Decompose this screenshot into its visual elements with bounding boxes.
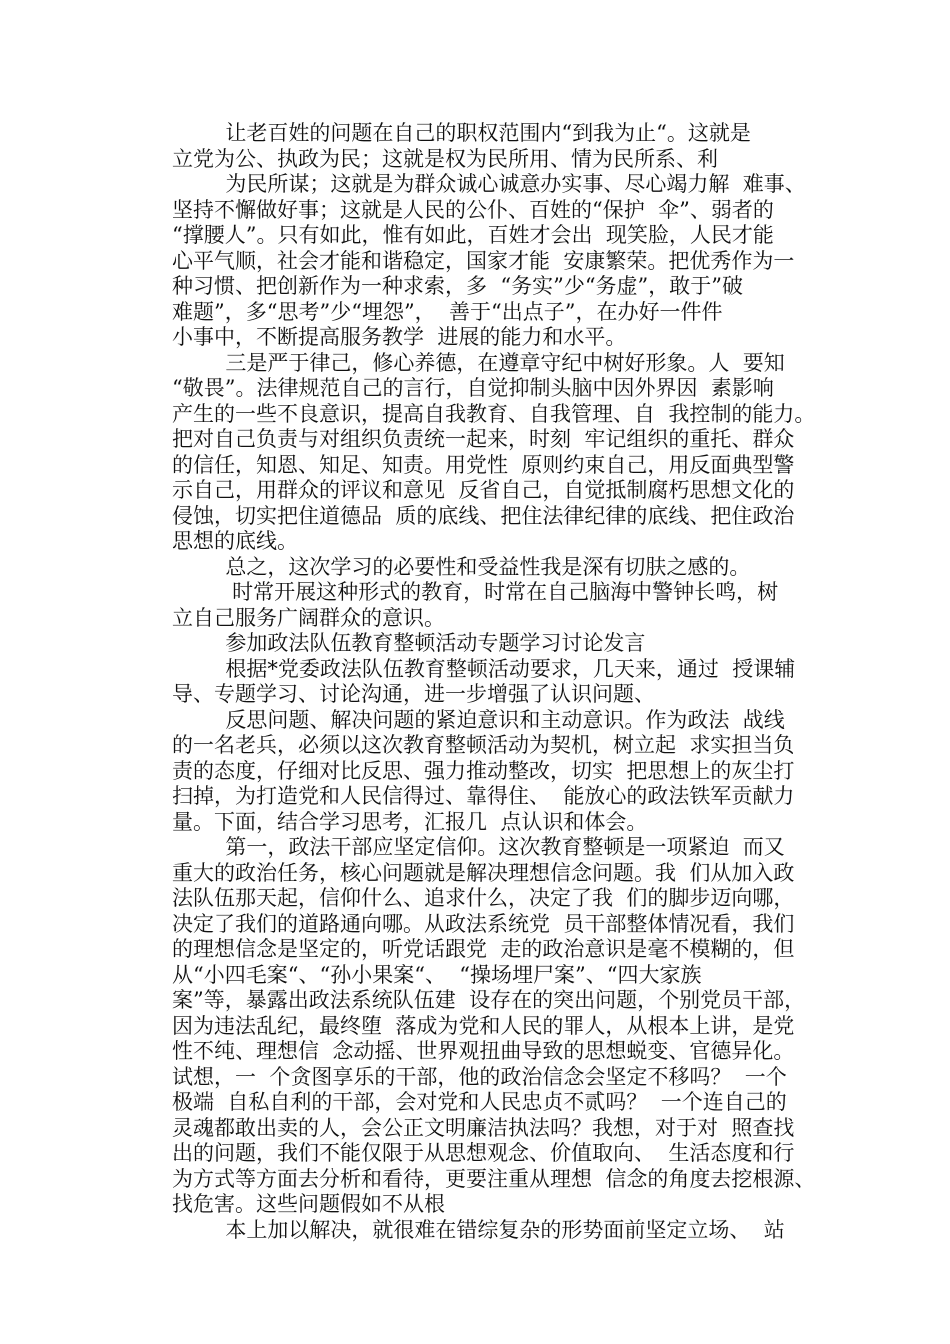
text-line: 为民所谋；这就是为群众诚心诚意办实事、尽心竭力解 难事、 bbox=[172, 172, 806, 196]
text-line: 根据*党委政法队伍教育整顿活动要求，几天来，通过 授课辅 bbox=[172, 656, 796, 681]
text-line: 难题”，多“思考”少“埋怨”， 善于“出点子”，在办好一件件 bbox=[172, 299, 723, 324]
section-title: 参加政法队伍教育整顿活动专题学习讨论发言 bbox=[172, 631, 646, 655]
text-line: 小事中，不断提高服务教学 进展的能力和水平。 bbox=[172, 325, 627, 349]
text-line: 扫掉，为打造党和人民信得过、靠得住、 能放心的政法铁军贡献力 bbox=[172, 784, 795, 808]
text-line: 从“小四毛案“、“孙小果案“、 “操场埋尸案”、“四大家族 bbox=[172, 962, 702, 987]
text-line: 找危害。这些问题假如不从根 bbox=[172, 1192, 445, 1216]
text-line: “撑腰人”。只有如此，惟有如此，百姓才会出 现笑脸，人民才能 bbox=[172, 223, 774, 247]
text-line: 责的态度，仔细对比反思、强力推动整改，切实 把思想上的灰尘打 bbox=[172, 758, 795, 783]
text-line: “敬畏”。法律规范自己的言行，自觉抑制头脑中因外界因 素影响 bbox=[172, 376, 774, 400]
text-line: 因为违法乱纪，最终堕 落成为党和人民的罪人，从根本上讲，是党 bbox=[172, 1013, 795, 1038]
text-line: 示自己，用群众的评议和意见 反省自己，自觉抵制腐朽思想文化的 bbox=[172, 478, 795, 502]
text-line: 的一名老兵，必须以这次教育整顿活动为契机，树立起 求实担当负 bbox=[172, 733, 795, 757]
text-line: 立党为公、执政为民；这就是权为民所用、情为民所系、利 bbox=[172, 146, 718, 171]
text-line: 量。下面，结合学习思考，汇报几 点认识和体会。 bbox=[172, 809, 648, 834]
text-line: 试想，一 个贪图享乐的干部，他的政治信念会坚定不移吗？ 一个 bbox=[172, 1064, 787, 1089]
text-line: 重大的政治任务，核心问题就是解决理想信念问题。我 们从加入政 bbox=[172, 860, 795, 885]
text-line: 种习惯、把创新作为一种求索，多 “务实”少“务虚”，敢于”破 bbox=[172, 274, 744, 298]
text-line: 坚持不懈做好事；这就是人民的公仆、百姓的“保护 伞”、弱者的 bbox=[172, 197, 774, 222]
document-body bbox=[172, 121, 816, 1243]
text-line: 第一，政法干部应坚定信仰。这次教育整顿是一项紧迫 而又 bbox=[172, 835, 785, 859]
text-line: 导、专题学习、讨论沟通，进一步增强了认识问题、 bbox=[172, 682, 655, 706]
text-line: 决定了我们的道路通向哪。从政法系统党 员干部整体情况看，我们 bbox=[172, 911, 795, 936]
text-line: 让老百姓的问题在自己的职权范围内“到我为止“。这就是 bbox=[172, 121, 751, 145]
text-line: 极端 自私自利的干部，会对党和人民忠贞不贰吗？ 一个连自己的 bbox=[172, 1090, 787, 1114]
text-line: 产生的一些不良意识，提高自我教育、自我管理、自 我控制的能力。 bbox=[172, 401, 816, 426]
text-line: 总之，这次学习的必要性和受益性我是深有切肤之感的。 bbox=[172, 554, 751, 579]
text-line: 三是严于律己，修心养德，在遵章守纪中树好形象。人 要知 bbox=[172, 350, 785, 375]
text-line: 灵魂都敢出卖的人，会公正文明廉洁执法吗？我想，对于对 照查找 bbox=[172, 1115, 795, 1140]
text-line: 法队伍那天起，信仰什么、追求什么，决定了我 们的脚步迈向哪， bbox=[172, 886, 795, 910]
text-line: 思想的底线。 bbox=[172, 529, 298, 553]
text-line: 本上加以解决，就很难在错综复杂的形势面前坚定立场、 站 bbox=[172, 1217, 785, 1242]
text-line: 性不纯、理想信 念动摇、世界观扭曲导致的思想蜕变、官德异化。 bbox=[172, 1039, 795, 1063]
text-line: 的理想信念是坚定的，听党话跟党 走的政治意识是毫不模糊的，但 bbox=[172, 937, 795, 961]
text-line: 案”等，暴露出政法系统队伍建 设存在的突出问题，个别党员干部， bbox=[172, 988, 806, 1012]
text-line: 把对自己负责与对组织负责统一起来，时刻 牢记组织的重托、群众 bbox=[172, 427, 795, 451]
text-line: 反思问题、解决问题的紧迫意识和主动意识。作为政法 战线 bbox=[172, 707, 785, 732]
text-line: 时常开展这种形式的教育，时常在自己脑海中警钟长鸣，树 bbox=[172, 580, 779, 604]
text-line: 心平气顺，社会才能和谐稳定，国家才能 安康繁荣。把优秀作为一 bbox=[172, 248, 795, 273]
text-line: 侵蚀，切实把住道德品 质的底线、把住法律纪律的底线、把住政治 bbox=[172, 503, 795, 528]
text-line: 为方式等方面去分析和看待，更要注重从理想 信念的角度去挖根源、 bbox=[172, 1166, 816, 1191]
text-line: 的信任，知恩、知足、知责。用党性 原则约束自己，用反面典型警 bbox=[172, 452, 795, 477]
text-line: 出的问题，我们不能仅限于从思想观念、价值取向、 生活态度和行 bbox=[172, 1141, 795, 1165]
text-line: 立自己服务广阔群众的意识。 bbox=[172, 605, 445, 630]
